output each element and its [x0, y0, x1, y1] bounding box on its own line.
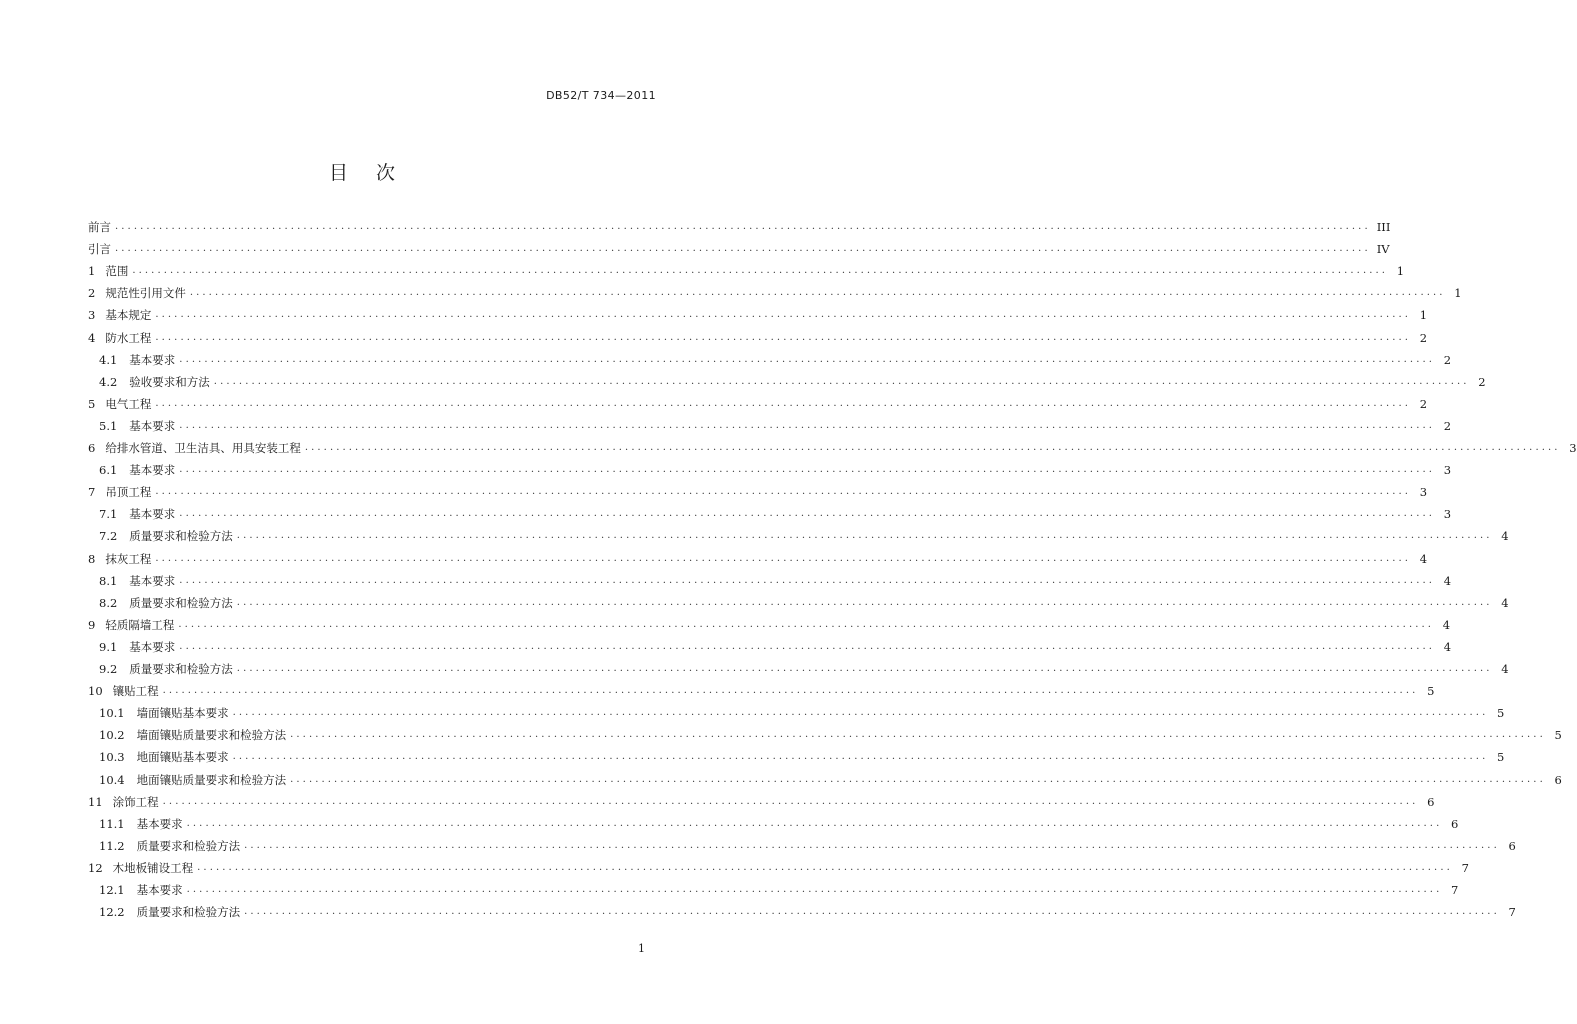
- toc-entry-page: 3: [1443, 463, 1452, 478]
- toc-entry-number: 10.3: [99, 750, 125, 765]
- toc-entry: [99, 505, 1452, 522]
- toc-entry-page: 7: [1451, 883, 1459, 897]
- toc-entry-page: 6: [1508, 838, 1516, 853]
- toc-entry-label: 质量要求和检验方法: [129, 529, 233, 544]
- dot-leader: ........................................................................................................................................................................................................: [115, 243, 1371, 255]
- dot-leader: ........................................................................................................................................................................................................: [197, 861, 1453, 873]
- dot-leader: ........................................................................................................................................................................................................: [304, 442, 1561, 453]
- toc-entry-label: 墙面镶贴质量要求和检验方法: [136, 728, 287, 743]
- toc-entry-page: 2: [1419, 396, 1428, 411]
- toc-entry: [99, 572, 1452, 588]
- toc-entry-label: 基本要求: [129, 463, 176, 478]
- dot-leader: ........................................................................................................................................................................................................: [155, 552, 1412, 564]
- toc-entry-number: 3: [88, 308, 96, 323]
- toc-entry: [88, 306, 1428, 323]
- toc-entry-number: 10.1: [99, 706, 125, 721]
- toc-entry-number: 5.1: [99, 418, 118, 433]
- toc-entry: [99, 527, 1509, 544]
- dot-leader: ........................................................................................................................................................................................................: [189, 287, 1446, 299]
- toc-entry-label: 地面镶贴基本要求: [136, 750, 229, 765]
- toc-entry-page: 4: [1501, 662, 1509, 676]
- toc-entry-page: 7: [1508, 905, 1516, 920]
- toc-entry-label: 质量要求和检验方法: [129, 662, 233, 676]
- toc-entry-page: 5: [1427, 684, 1435, 699]
- dot-leader: ........................................................................................................................................................................................................: [178, 618, 1435, 630]
- toc-entry: [99, 461, 1452, 478]
- toc-entry-page: 4: [1501, 595, 1509, 610]
- toc-entry-page: 6: [1451, 816, 1459, 831]
- toc-entry-label: 电气工程: [105, 396, 152, 411]
- toc-entry-number: 7.2: [99, 529, 118, 544]
- dot-leader: ........................................................................................................................................................................................................: [236, 663, 1493, 674]
- toc-entry-number: 6.1: [99, 463, 118, 478]
- toc-entry-number: 11.2: [99, 838, 125, 853]
- toc-entry: [88, 616, 1451, 632]
- toc-entry-label: 木地板铺设工程: [112, 860, 194, 875]
- dot-leader: ........................................................................................................................................................................................................: [232, 751, 1489, 763]
- toc-entry-label: 涂饰工程: [112, 794, 159, 809]
- toc-entry-page: 6: [1427, 794, 1435, 809]
- toc-entry-page: 4: [1443, 573, 1452, 588]
- toc-entry-label: 质量要求和检验方法: [136, 905, 241, 920]
- toc-entry: [88, 240, 1390, 257]
- toc-entry-number: 12.2: [99, 905, 125, 920]
- toc-entry-number: 1: [88, 264, 96, 279]
- toc-entry: [99, 373, 1486, 389]
- toc-entry-label: 抹灰工程: [105, 551, 152, 566]
- toc-entry-label: 吊顶工程: [105, 485, 152, 500]
- toc-entry-number: 4: [88, 330, 96, 345]
- toc-entry: [88, 439, 1577, 455]
- toc-entry-label: 轻质隔墙工程: [105, 617, 175, 632]
- toc-entry-page: 2: [1478, 374, 1486, 389]
- page-title: [0, 158, 724, 185]
- toc-entry-number: 9.1: [99, 639, 118, 654]
- toc-entry-page: 1: [1419, 308, 1428, 323]
- toc-entry-number: 4.1: [99, 352, 118, 367]
- dot-leader: ........................................................................................................................................................................................................: [162, 685, 1419, 697]
- title-part-1: 目: [328, 162, 348, 184]
- toc-entry-page: 2: [1443, 418, 1452, 433]
- toc-entry-number: 9.2: [99, 662, 118, 676]
- toc-entry-label: 前言: [88, 220, 111, 234]
- toc-entry: [88, 284, 1462, 301]
- toc-entry-number: 4.2: [99, 374, 118, 389]
- dot-leader: ........................................................................................................................................................................................................: [244, 906, 1500, 918]
- toc-entry: [88, 218, 1391, 234]
- toc-entry: [99, 881, 1459, 897]
- dot-leader: ........................................................................................................................................................................................................: [179, 640, 1436, 652]
- dot-leader: ........................................................................................................................................................................................................: [290, 729, 1546, 741]
- toc-entry: [88, 682, 1435, 699]
- dot-leader: ........................................................................................................................................................................................................: [213, 375, 1470, 387]
- toc-entry-label: 规范性引用文件: [105, 286, 186, 301]
- toc-entry: [88, 329, 1428, 345]
- toc-entry-number: 10: [88, 684, 103, 699]
- toc-entry-page: 4: [1501, 529, 1509, 544]
- toc-entry-label: 引言: [88, 242, 111, 257]
- toc-entry-page: 2: [1419, 330, 1428, 345]
- toc-entry-number: 7: [88, 485, 96, 500]
- toc-entry-number: 11.1: [99, 816, 125, 831]
- toc-entry-number: 8: [88, 551, 96, 566]
- toc-entry: [99, 594, 1509, 610]
- toc-entry-page: 1: [1454, 286, 1462, 301]
- toc-entry-number: 11: [88, 794, 103, 809]
- dot-leader: ........................................................................................................................................................................................................: [179, 419, 1436, 431]
- toc-entry-label: 基本要求: [136, 883, 183, 897]
- toc-entry-number: 10.4: [99, 772, 125, 787]
- title-part-2: 次: [376, 162, 396, 184]
- toc-entry: [99, 660, 1509, 676]
- toc-entry-label: 地面镶贴质量要求和检验方法: [136, 772, 287, 787]
- toc-entry-page: IV: [1376, 242, 1390, 257]
- toc-entry: [99, 837, 1516, 853]
- toc-entry: [88, 793, 1435, 809]
- dot-leader: ........................................................................................................................................................................................................: [155, 397, 1412, 409]
- toc-entry-page: 1: [1396, 264, 1405, 279]
- toc-entry-page: 4: [1442, 617, 1451, 632]
- toc-entry-label: 基本要求: [129, 507, 176, 522]
- toc-entry-label: 验收要求和方法: [129, 374, 210, 389]
- toc-entry: [99, 771, 1562, 787]
- dot-leader: ........................................................................................................................................................................................................: [179, 508, 1436, 520]
- toc-entry-label: 质量要求和检验方法: [136, 838, 241, 853]
- toc-entry: [88, 483, 1428, 500]
- toc-entry-page: 4: [1443, 639, 1452, 654]
- standard-code: DB52/T 734—2011: [546, 89, 656, 102]
- toc-entry-page: 6: [1554, 772, 1562, 787]
- dot-leader: ........................................................................................................................................................................................................: [232, 707, 1489, 719]
- toc-entry-page: 3: [1569, 441, 1577, 455]
- dot-leader: ........................................................................................................................................................................................................: [155, 486, 1412, 498]
- dot-leader: ........................................................................................................................................................................................................: [155, 331, 1412, 343]
- dot-leader: ........................................................................................................................................................................................................: [132, 265, 1389, 277]
- toc-entry: [99, 417, 1452, 433]
- toc-entry-label: 质量要求和检验方法: [129, 595, 233, 610]
- toc-entry: [88, 262, 1405, 279]
- toc-entry-label: 防水工程: [105, 330, 152, 345]
- toc-entry-number: 6: [88, 441, 96, 455]
- toc-entry-label: 墙面镶贴基本要求: [136, 706, 229, 721]
- toc-entry: [88, 550, 1428, 566]
- dot-leader: ........................................................................................................................................................................................................: [186, 884, 1443, 895]
- page-number: 1: [638, 942, 645, 955]
- toc-entry-label: 给排水管道、卫生洁具、用具安装工程: [105, 441, 301, 455]
- toc-entry-label: 基本要求: [129, 418, 176, 433]
- toc-entry-number: 8.2: [99, 595, 118, 610]
- toc-entry: [99, 351, 1452, 367]
- toc-entry-number: 2: [88, 286, 96, 301]
- dot-leader: ........................................................................................................................................................................................................: [115, 221, 1371, 232]
- toc-entry-page: 3: [1419, 485, 1428, 500]
- dot-leader: ........................................................................................................................................................................................................: [290, 773, 1546, 785]
- toc-entry: [99, 903, 1516, 920]
- toc-entry-number: 8.1: [99, 573, 118, 588]
- toc-entry-number: 10.2: [99, 728, 125, 743]
- toc-entry-label: 基本要求: [129, 573, 176, 588]
- dot-leader: ........................................................................................................................................................................................................: [162, 795, 1419, 807]
- dot-leader: ........................................................................................................................................................................................................: [179, 574, 1436, 586]
- toc-entry-number: 12.1: [99, 883, 125, 897]
- toc-entry: [99, 815, 1459, 831]
- toc-entry: [99, 638, 1452, 654]
- toc-entry-label: 镶贴工程: [112, 684, 159, 699]
- toc-entry: [88, 395, 1428, 411]
- dot-leader: ........................................................................................................................................................................................................: [155, 309, 1412, 321]
- toc-entry-page: 4: [1419, 551, 1428, 566]
- dot-leader: ........................................................................................................................................................................................................: [244, 839, 1500, 851]
- toc-entry: [99, 748, 1505, 765]
- dot-leader: ........................................................................................................................................................................................................: [236, 530, 1493, 542]
- toc-entry-label: 范围: [105, 264, 129, 279]
- toc-entry-page: 2: [1443, 352, 1452, 367]
- toc-entry-label: 基本规定: [105, 308, 152, 323]
- toc-entry-number: 5: [88, 396, 96, 411]
- toc-entry-page: III: [1376, 220, 1391, 234]
- toc-entry-page: 5: [1554, 728, 1562, 743]
- toc-entry-page: 5: [1497, 750, 1505, 765]
- toc-entry-page: 5: [1497, 706, 1505, 721]
- toc-entry-label: 基本要求: [129, 639, 176, 654]
- toc-entry-number: 7.1: [99, 507, 118, 522]
- toc-entry: [88, 859, 1469, 875]
- dot-leader: ........................................................................................................................................................................................................: [236, 596, 1493, 608]
- toc-entry-number: 12: [88, 860, 103, 875]
- dot-leader: ........................................................................................................................................................................................................: [186, 817, 1443, 829]
- toc-entry: [99, 704, 1505, 721]
- dot-leader: ........................................................................................................................................................................................................: [179, 464, 1436, 476]
- dot-leader: ........................................................................................................................................................................................................: [179, 353, 1436, 365]
- toc-entry-label: 基本要求: [129, 352, 176, 367]
- toc-entry: [99, 726, 1562, 743]
- toc-entry-number: 9: [88, 617, 96, 632]
- toc-entry-label: 基本要求: [136, 816, 183, 831]
- toc-entry-page: 3: [1443, 507, 1452, 522]
- toc-entry-page: 7: [1461, 860, 1469, 875]
